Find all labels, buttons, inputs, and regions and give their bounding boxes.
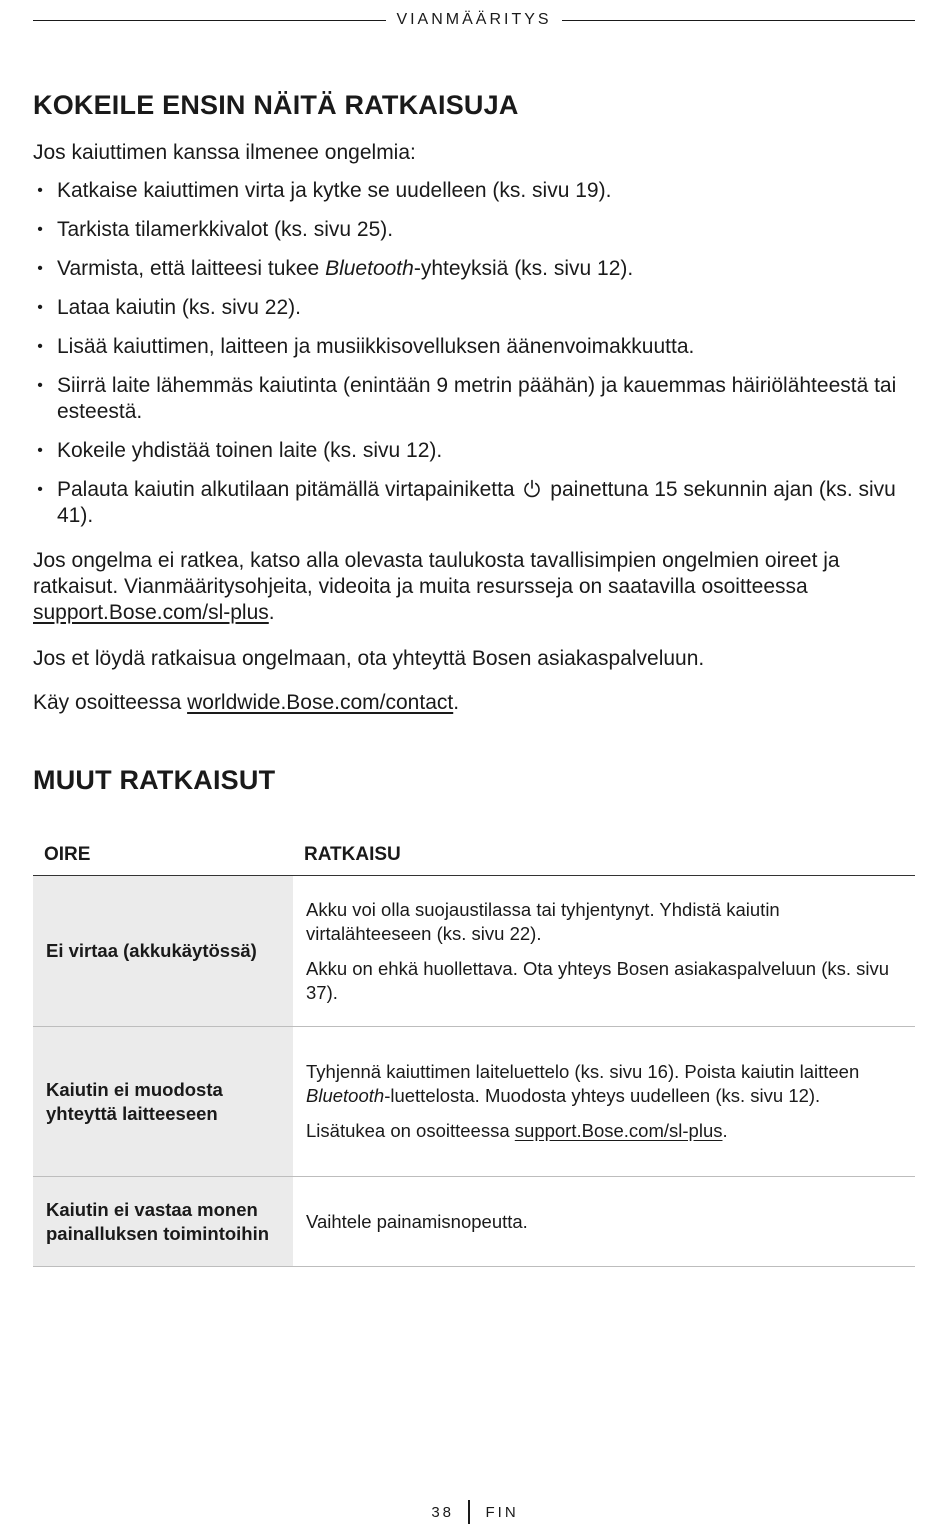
list-item: • Siirrä laite lähemmäs kaiutinta (enintään 9 metrin päähän) ja kauemmas häiriölähteestä tai esteestä. (33, 373, 918, 425)
bullet-icon: • (37, 260, 43, 277)
solution-cell: Tyhjennä kaiuttimen laiteluettelo (ks. sivu 16). Poista kaiutin laitteen Bluetooth-luettelosta. Muodosta yhteys uudelleen (ks. sivu 12). Lisätukea on osoitteessa support.Bose.com/sl-plus. (306, 1061, 860, 1141)
section2-title: MUUT RATKAISUT (33, 765, 276, 795)
solution-cell: Akku voi olla suojaustilassa tai tyhjentynyt. Yhdistä kaiutin virtalähteeseen (ks. sivu 22). Akku on ehkä huollettava. Ota yhteys Bosen asiakaspalveluun (ks. sivu 37). (306, 898, 890, 1003)
list-item: • Palauta kaiutin alkutilaan pitämällä virtapainiketta painettuna 15 sekunnin ajan (ks. sivu 41). (33, 477, 918, 529)
language-code: FIN (485, 1503, 519, 1521)
header-rule-left (33, 20, 386, 21)
list-item: • Tarkista tilamerkkivalot (ks. sivu 25). (33, 217, 918, 243)
list-item: • Varmista, että laitteesi tukee Bluetooth-yhteyksiä (ks. sivu 12). (33, 256, 918, 282)
bullet-icon: • (37, 221, 43, 238)
bullet-icon: • (37, 182, 43, 199)
header-rule-right (562, 20, 915, 21)
table-row (33, 1177, 915, 1267)
symptom-cell: Kaiutin ei vastaa monen painalluksen toimintoihin (33, 1177, 293, 1266)
contact-link[interactable]: worldwide.Bose.com/contact (187, 691, 454, 714)
visit-paragraph: Käy osoitteessa worldwide.Bose.com/contact. (33, 691, 460, 714)
checklist (33, 178, 918, 542)
symptom-cell: Ei virtaa (akkukäytössä) (33, 876, 293, 1026)
column-header-symptom: OIRE (44, 844, 91, 865)
bullet-icon: • (37, 442, 43, 459)
page-footer (0, 1500, 950, 1524)
list-item: • Lisää kaiuttimen, laitteen ja musiikkisovelluksen äänenvoimakkuutta. (33, 334, 918, 360)
contact-paragraph: Jos et löydä ratkaisua ongelmaan, ota yhteyttä Bosen asiakaspalveluun. (33, 647, 705, 670)
footer-divider (468, 1500, 470, 1524)
bullet-icon: • (37, 377, 43, 394)
support-link[interactable]: support.Bose.com/sl-plus (33, 601, 269, 624)
bullet-icon: • (37, 338, 43, 355)
table-row (33, 876, 915, 1027)
list-item: • Lataa kaiutin (ks. sivu 22). (33, 295, 918, 321)
section-label: VIANMÄÄRITYS (396, 11, 552, 28)
section1-title: KOKEILE ENSIN NÄITÄ RATKAISUJA (33, 90, 519, 120)
bullet-icon: • (37, 299, 43, 316)
list-item: • Kokeile yhdistää toinen laite (ks. sivu 12). (33, 438, 918, 464)
table-row (33, 1027, 915, 1177)
intro-text: Jos kaiuttimen kanssa ilmenee ongelmia: (33, 141, 416, 164)
bullet-icon: • (37, 481, 43, 498)
column-header-solution: RATKAISU (304, 844, 401, 865)
power-icon (522, 479, 542, 499)
table-header (33, 843, 915, 876)
support-link[interactable]: support.Bose.com/sl-plus (514, 1120, 723, 1141)
info-paragraph: Jos ongelma ei ratkea, katso alla olevasta taulukosta tavallisimpien ongelmien oireet ja ratkaisut. Vianmääritysohjeita, videoita ja muita resursseja on saatavilla osoitteessa support.Bose.com/sl-plus. (33, 549, 840, 624)
solution-cell: Vaihtele painamisnopeutta. (306, 1210, 528, 1232)
list-item: • Katkaise kaiuttimen virta ja kytke se uudelleen (ks. sivu 19). (33, 178, 918, 204)
section-header (33, 9, 915, 31)
symptom-cell: Kaiutin ei muodosta yhteyttä laitteeseen (33, 1027, 293, 1176)
page-number: 38 (431, 1503, 454, 1521)
